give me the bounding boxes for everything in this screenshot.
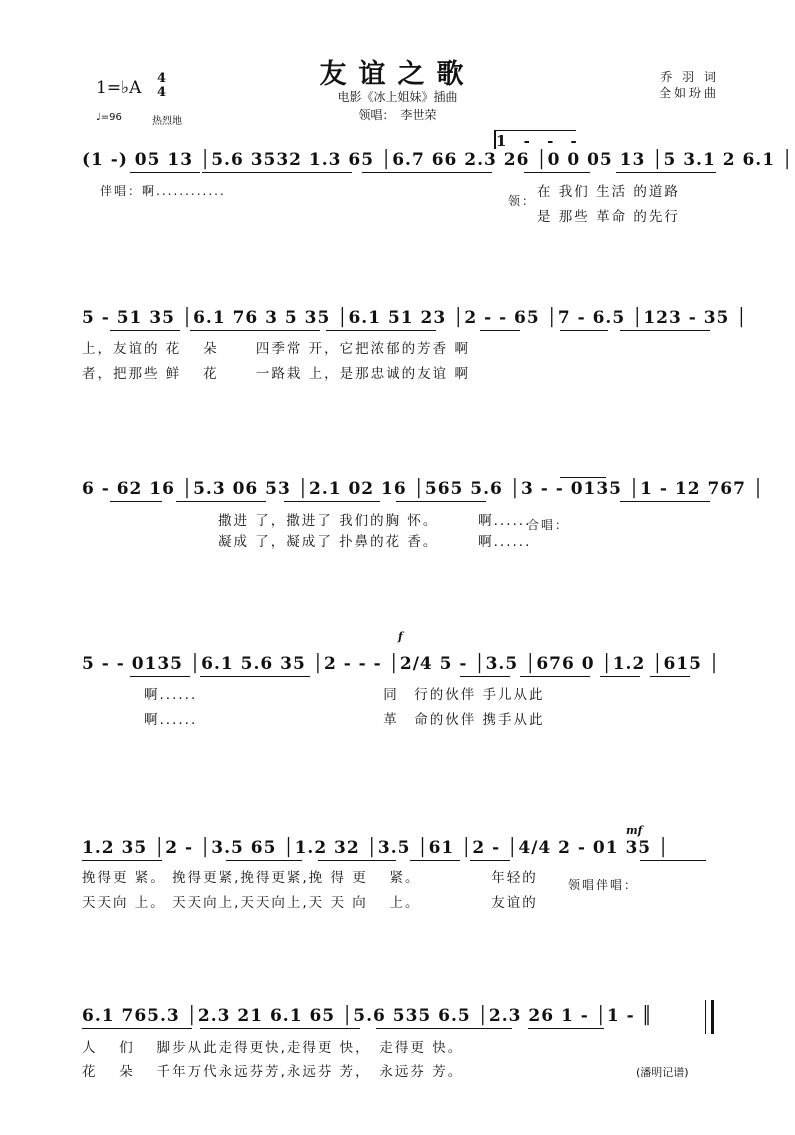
beam [362, 172, 492, 173]
beam [82, 1028, 192, 1029]
dynamic-marking: f [398, 630, 403, 643]
volta-ending: 1 - - - [496, 132, 583, 150]
beam [460, 676, 510, 677]
beam [376, 1028, 512, 1029]
notation-line: 6 - 62 16 │5.3 06 53 │2.1 02 16 │565 5.6 │3 - - 0135 │1 - 12 767 │ [82, 479, 765, 499]
beam [110, 501, 162, 502]
dynamic-marking: mf [626, 824, 643, 837]
chorus-label: 伴唱：啊............ [100, 184, 226, 198]
expression-marking: 热烈地 [152, 116, 182, 127]
transcriber-note: (潘明记谱) [636, 1066, 689, 1079]
beam [600, 676, 640, 677]
beam [520, 676, 590, 677]
notation-line: 1.2 35 │2 - │3.5 65 │1.2 32 │3.5 │61 │2 - │4/4 2 - 01 35 │ [82, 838, 670, 858]
beam [226, 860, 302, 861]
beam [470, 860, 510, 861]
beam [318, 860, 396, 861]
notation-line: 5 - - 0135 │6.1 5.6 35 │2 - - - │2/4 5 - │3.5 │676 0 │1.2 │615 │ [82, 654, 721, 674]
chorus-label: 合唱： [527, 518, 570, 532]
lyrics-verse-2: 啊...... 革 命的伙伴 携手从此 [144, 712, 545, 728]
beam [528, 1028, 604, 1029]
beam [176, 501, 266, 502]
lyrics-verse-1: 挽得更 紧。 挽得更紧,挽得更紧,挽 得 更 紧。 年轻的 [82, 870, 538, 886]
beam [560, 330, 608, 331]
lead-singer: 领唱： 李世荣 [358, 108, 437, 122]
key-signature: 1=♭A [96, 78, 142, 98]
lyrics-verse-2: 凝成 了，凝成了 扑鼻的花 香。 啊...... [218, 534, 532, 550]
lyrics-verse-1: 在 我们 生活 的道路 [537, 184, 680, 200]
beam [480, 330, 520, 331]
beam [640, 860, 706, 861]
lyrics-verse-1: 人 们 脚步从此走得更快,走得更 快， 走得更 快。 [82, 1040, 464, 1056]
lyrics-verse-2: 天天向 上。 天天向上,天天向上,天 天 向 上。 友谊的 [82, 895, 538, 911]
lyrics-verse-1: 啊...... 同 行的伙伴 手儿从此 [144, 687, 545, 703]
notation-line: 6.1 765.3 │2.3 21 6.1 65 │5.6 535 6.5 │2.3 26 1 - │1 - ║ [82, 1006, 653, 1026]
lyrics-verse-2: 是 那些 革命 的先行 [537, 209, 680, 225]
beam [130, 676, 190, 677]
lead-label: 领： [508, 194, 537, 208]
beam [524, 172, 590, 173]
song-title: 友谊之歌 [319, 59, 476, 90]
song-subtitle: 电影《冰上姐妹》插曲 [337, 90, 458, 104]
beam [650, 676, 690, 677]
lead-chorus-label: 领唱伴唱： [568, 878, 639, 892]
composer-credit: 全如玢曲 [658, 86, 719, 100]
beam [616, 172, 716, 173]
time-signature-bottom: 4 [157, 85, 167, 100]
time-signature [157, 72, 166, 100]
beam [200, 676, 310, 677]
notation-line: 5 - 51 35 │6.1 76 3 5 35 │6.1 51 23 │2 - - 65 │7 - 6.5 │123 - 35 │ [82, 308, 748, 328]
lyrics-verse-2: 者，把那些 鲜 花 一路栽 上，是那忠诚的友谊 啊 [82, 366, 470, 382]
beam [190, 330, 320, 331]
beam [620, 330, 710, 331]
beam [110, 330, 180, 331]
time-signature-top: 4 [157, 71, 167, 86]
final-barline [705, 1000, 714, 1034]
lyricist-credit: 乔 羽 词 [660, 70, 719, 84]
beam [130, 172, 200, 173]
beam [410, 860, 460, 861]
beam [200, 1028, 360, 1029]
beam [326, 330, 436, 331]
beam [202, 172, 352, 173]
tempo-marking: ♩=96 [96, 112, 122, 123]
notation-line: (1 -) 05 13 │5.6 3532 1.3 65 │6.7 66 2.3 26 │0 0 05 13 │5 3.1 2 6.1 │ [82, 150, 794, 170]
beam [560, 477, 606, 478]
lyrics-verse-2: 花 朵 千年万代永远芬芳,永远芬 芳， 永远芬 芳。 [82, 1064, 464, 1080]
beam [284, 501, 380, 502]
beam [82, 860, 162, 861]
volta-bracket [494, 130, 576, 149]
beam [620, 501, 710, 502]
lyrics-verse-1: 撒进 了，撒进了 我们的胸 怀。 啊...... [218, 513, 532, 529]
beam [396, 501, 486, 502]
lyrics-verse-1: 上，友谊的 花 朵 四季常 开，它把浓郁的芳香 啊 [82, 341, 470, 357]
